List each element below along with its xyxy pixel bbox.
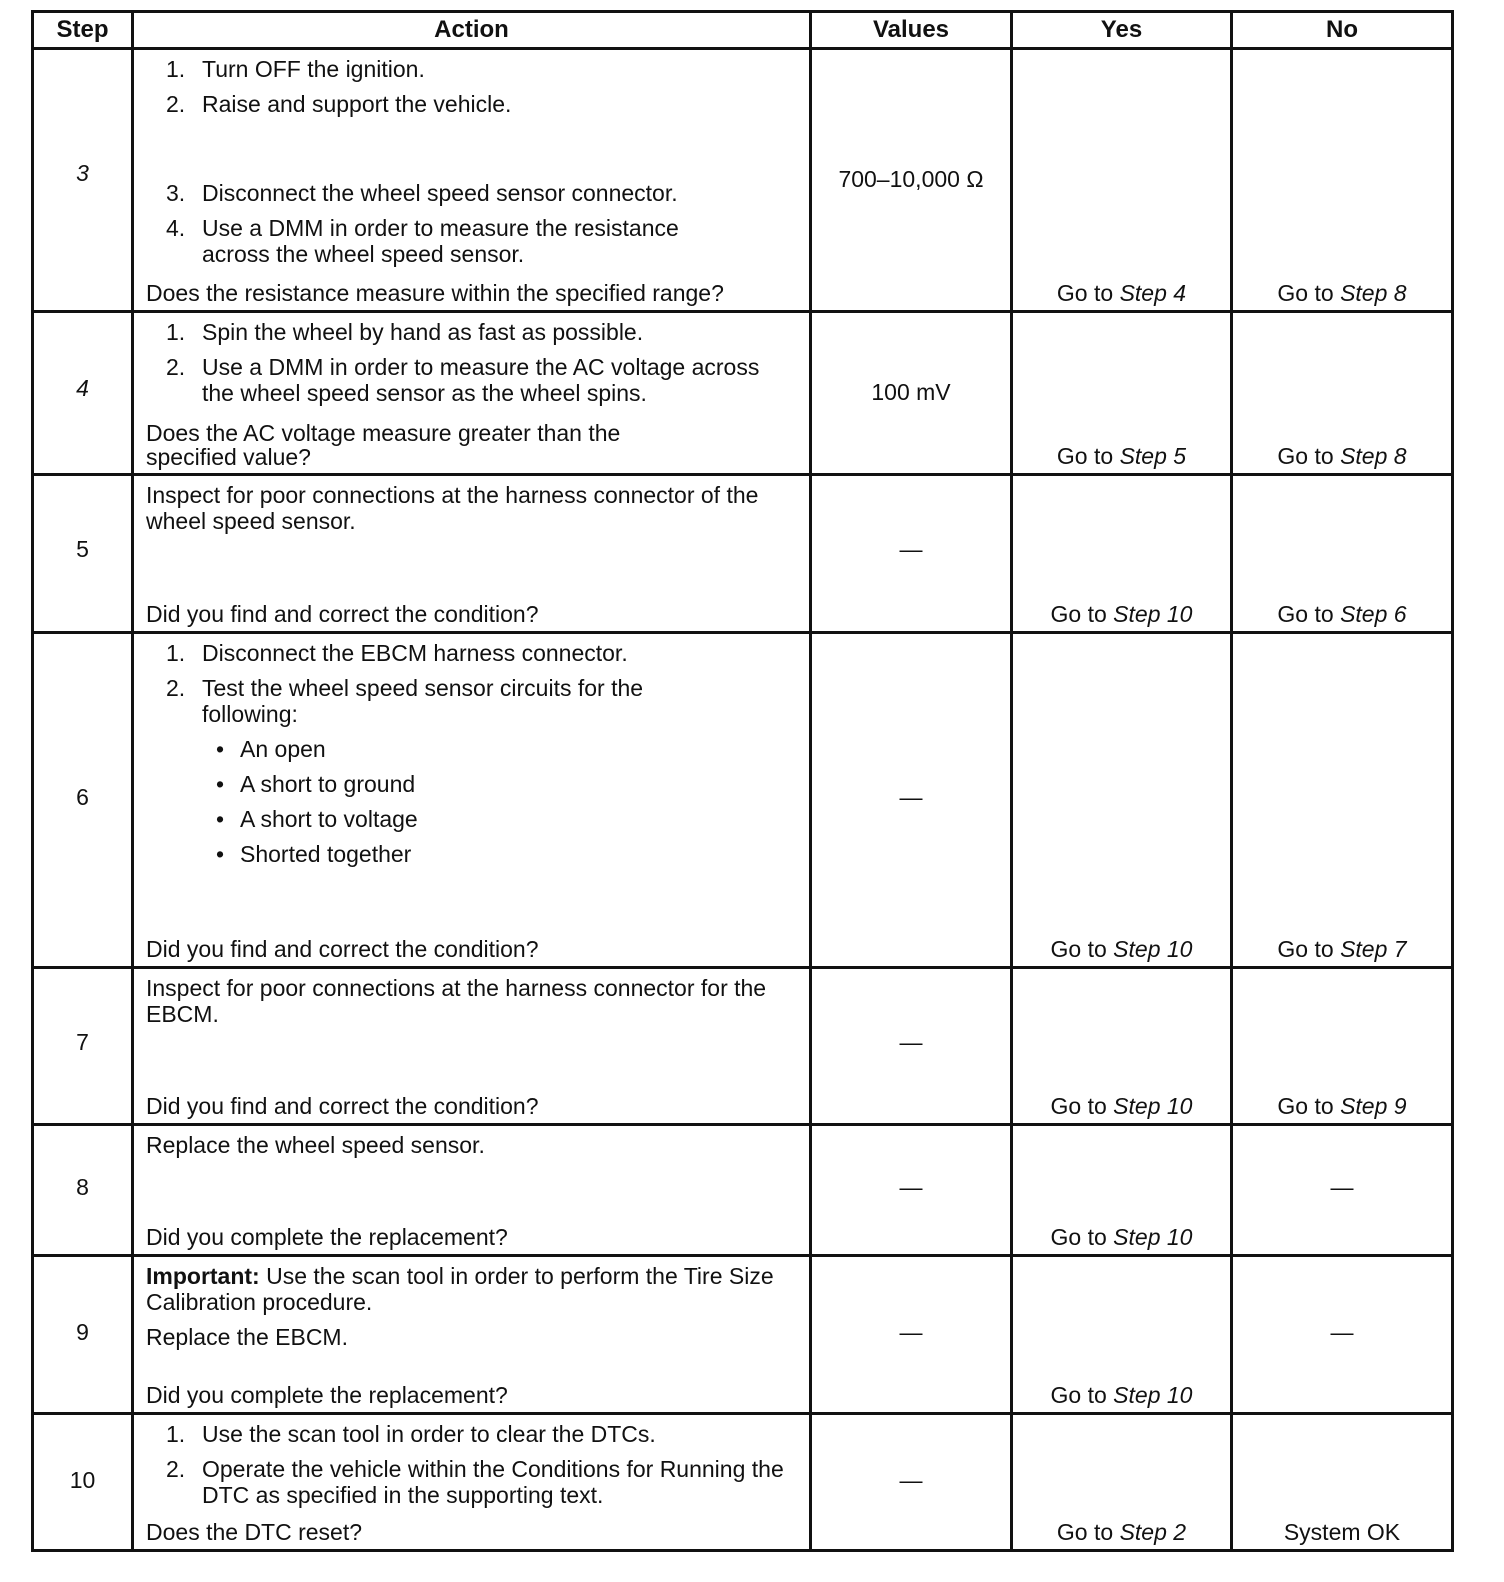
step-number: 9 (76, 1319, 89, 1345)
step-number: 8 (76, 1174, 89, 1200)
bullet-item: • A short to voltage (216, 806, 418, 832)
header-no: No (1232, 12, 1453, 49)
value-dash: — (899, 536, 923, 562)
step-number: 7 (76, 1029, 89, 1055)
list-item: 2. Raise and support the vehicle. (166, 91, 512, 117)
list-item: 2. Use a DMM in order to measure the AC voltage across the wheel speed sensor as the wheel spins. (166, 354, 760, 406)
yes-goto: Go to Step 10 (1050, 601, 1193, 627)
yes-goto: Go to Step 2 (1056, 1519, 1187, 1545)
value-dash: — (899, 1467, 923, 1493)
no-goto: Go to Step 6 (1277, 601, 1407, 627)
table-row-step-7 (33, 968, 1453, 1125)
action-question: Did you find and correct the condition? (146, 1093, 539, 1119)
action-text: Inspect for poor connections at the harness connector for the EBCM. (146, 975, 767, 1027)
diagnostic-table (31, 10, 1454, 1552)
yes-cell (1012, 49, 1232, 312)
yes-goto: Go to Step 10 (1050, 1224, 1193, 1250)
yes-goto: Go to Step 10 (1050, 1093, 1193, 1119)
value-cell (811, 49, 1012, 312)
list-item: 3. Disconnect the wheel speed sensor connector. (166, 180, 678, 206)
header-row (33, 12, 1453, 49)
action-text: Inspect for poor connections at the harness connector of the wheel speed sensor. (146, 482, 759, 534)
bullet-item: • An open (216, 736, 326, 762)
action-question: Did you complete the replacement? (146, 1224, 508, 1250)
no-result: System OK (1283, 1519, 1401, 1545)
step-cell (33, 49, 133, 312)
bullet-item: • A short to ground (216, 771, 416, 797)
action-question: Did you complete the replacement? (146, 1382, 508, 1408)
list-item: 1. Use the scan tool in order to clear the DTCs. (166, 1421, 656, 1447)
header-step: Step (33, 12, 133, 49)
table-row-step-4 (33, 312, 1453, 475)
action-text: Replace the wheel speed sensor. (146, 1132, 485, 1158)
yes-goto: Go to Step 10 (1050, 936, 1193, 962)
action-question: Does the DTC reset? (146, 1519, 363, 1545)
list-item: 1. Turn OFF the ignition. (166, 56, 425, 82)
value-dash: — (899, 1319, 923, 1345)
step-number: 4 (76, 375, 89, 401)
header-values: Values (811, 12, 1012, 49)
step-number: 5 (76, 536, 89, 562)
value-text: 700–10,000 Ω (838, 166, 984, 192)
yes-goto: Go to Step 5 (1056, 443, 1187, 469)
no-goto: Go to Step 7 (1277, 936, 1407, 962)
bullet-item: • Shorted together (216, 841, 412, 867)
value-dash: — (899, 784, 923, 810)
yes-goto: Go to Step 4 (1056, 280, 1187, 306)
table-row-step-3 (33, 49, 1453, 312)
step-number: 6 (76, 784, 89, 810)
list-item: 2. Operate the vehicle within the Conditions for Running the DTC as specified in the supporting text. (166, 1456, 784, 1508)
no-goto: Go to Step 9 (1277, 1093, 1407, 1119)
table-row-step-10 (33, 1414, 1453, 1551)
step-number: 10 (69, 1467, 96, 1493)
action-text: Replace the EBCM. (146, 1324, 348, 1350)
list-item: 1. Spin the wheel by hand as fast as possible. (166, 319, 644, 345)
action-question: Did you find and correct the condition? (146, 601, 539, 627)
no-cell (1232, 49, 1453, 312)
no-goto: Go to Step 8 (1277, 443, 1407, 469)
important-note: Important: Use the scan tool in order to perform the Tire Size Calibration procedure. (146, 1263, 774, 1315)
list-item: 2. Test the wheel speed sensor circuits for the following: (166, 675, 644, 727)
value-dash: — (899, 1174, 923, 1200)
action-question: Does the resistance measure within the specified range? (146, 280, 724, 306)
action-question: Did you find and correct the condition? (146, 936, 539, 962)
value-text: 100 mV (871, 379, 951, 405)
table-row-step-9 (33, 1256, 1453, 1414)
no-dash: — (1330, 1319, 1354, 1345)
list-item: 1. Disconnect the EBCM harness connector. (166, 640, 628, 666)
header-action: Action (133, 12, 811, 49)
step-number: 3 (76, 160, 89, 186)
table-row-step-6 (33, 633, 1453, 968)
no-dash: — (1330, 1174, 1354, 1200)
no-goto: Go to Step 8 (1277, 280, 1407, 306)
table-row-step-8 (33, 1125, 1453, 1256)
header-yes: Yes (1012, 12, 1232, 49)
list-item: 4. Use a DMM in order to measure the resistance across the wheel speed sensor. (166, 215, 679, 267)
table-row-step-5 (33, 475, 1453, 633)
yes-goto: Go to Step 10 (1050, 1382, 1193, 1408)
value-dash: — (899, 1029, 923, 1055)
action-cell (133, 49, 811, 312)
action-question: Does the AC voltage measure greater than the specified value? (146, 420, 621, 470)
